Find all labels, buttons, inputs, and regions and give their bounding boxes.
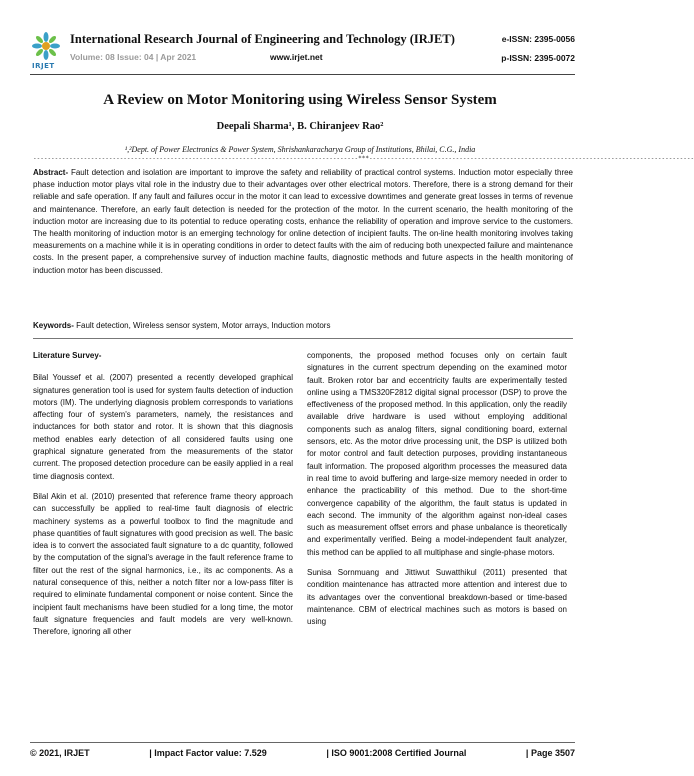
body-paragraph: components, the proposed method focuses only on certain fault signatures in the current spectrum depending on the examined motor fault. Broken rotor bar and eccentricity faults are experimentally tested online using a TMS320F2812 digital signal processor (DSP) to prove the effectiveness of the proposed method. In this application, only the readily available drive hardware is used without employing additional components such as analog filters, signal conditioning board, external sensors, etc. As the motor drive processing unit, the DSP is utilized both for motor control and fault detection purposes, providing instantaneous fault information. The proposed algorithm processes the measured data in real time to avoid buffering and large-size memory needed in order to enhance the practicability of this method. Due to the short-time convergence capability of the algorithm, the fault status is updated in each second. The immunity of the algorithm against non-ideal cases such as measurement offset errors and phase unbalance is theoretically and experimentally verified. Being a model-independent fault analyzer, this method can be applied to all multiphase and single-phase motors. [307,351,567,557]
volume-issue: Volume: 08 Issue: 04 | Apr 2021 [70,52,197,62]
keywords-text: Fault detection, Wireless sensor system, Motor arrays, Induction motors [73,321,331,330]
keywords-divider [33,338,573,339]
abstract-text: Fault detection and isolation are important to improve the safety and reliability of practical control systems. Induction motor especially three phase induction motor plays vital role in the industry due to their advantages over other electrical motors. Therefore, there is a strong demand for their reliable and safe operation. If any fault and failures occur in the motor it can lead to excessive downtimes and generate great losses in terms of revenue and maintenance. Therefore, an early fault detection is needed for the protection of the motor. In the current scenario, the health monitoring of the induction motor are increasing due to its potential to reduce operating costs, enhance the reliability of operation and improve service to the customers. The health monitoring of induction motor is an emerging technology for online detection of incipient faults. The on-line health monitoring involves taking measurements on a machine while it is in operating conditions in order to detect faults with the aim of reducing both unexpected failure and maintenance costs. In the present paper, a comprehensive survey of induction machine faults, diagnostic methods and future aspects in the health monitoring of induction motor has been discussed. [33,168,573,275]
footer-impact-factor: | Impact Factor value: 7.529 [149,748,267,758]
p-issn: p-ISSN: 2395-0072 [501,53,575,63]
footer-divider [30,742,575,743]
journal-name: International Research Journal of Engineering and Technology (IRJET) [70,32,455,46]
irjet-logo-icon [30,32,62,72]
journal-website-link[interactable]: www.irjet.net [270,52,323,62]
right-column [307,350,567,637]
section-separator: ------------------------------------------------------------------------------------------***------------------------------------------------------------------------------------------ [33,155,694,162]
body-paragraph: Bilal Akin et al. (2010) presented that reference frame theory approach can successfully be applied to real-time fault diagnosis of electric machinery systems as a powerful toolbox to find the magnitude and phase quantities of fault signatures with good precision as well. The basic idea is to convert the associated fault signature to a dc quantity, followed by the computation of the signal's average in the fault reference frame to filter out the rest of the signal harmonics, i.e., its ac components. As a natural consequence of this, neither a notch filter nor a low-pass filter is required to eliminate fundamental component or noise content. Since the incipient fault mechanisms have been studied for a long time, the motor fault signature frequencies and fault models are very well-known. Therefore, ignoring all other [33,491,294,637]
body-paragraph: Sunisa Sornmuang and Jittiwut Suwatthikul (2011) presented that condition maintenance has attracted more attention and interest due to its advantages over the conventional breakdown-based or time-based maintenance. CBM of electrical machines such as motors is based on using [307,568,567,627]
footer-page-number: | Page 3507 [525,748,575,758]
abstract-label: Abstract- [33,168,69,177]
author-affiliation: ¹,²Dept. of Power Electronics & Power System, Shrishankaracharya Group of Institutions, Bhilai, C.G., India [124,145,476,154]
paper-authors: Deepali Sharma¹, B. Chiranjeev Rao² [216,121,384,132]
footer-copyright: © 2021, IRJET [30,748,90,758]
footer-iso: | ISO 9001:2008 Certified Journal [326,748,467,758]
abstract [33,167,573,277]
logo-text: IRJET [32,62,55,70]
section-heading: Literature Survey- [33,351,102,360]
body-paragraph: Bilal Youssef et al. (2007) presented a recently developed graphical signatures generation tool is used for system faults detection of induction motors (IM). The underlying diagnosis problem corresponds to variations affecting four of system's parameters, namely, the resistances and inductances for both stator and rotor. It is shown that this diagnosis method enables early detection of all considered faults using one graphical signature generated from the measurements of the stator current. The proposed detection procedure can be easily applied in a real time diagnosis context. [33,373,293,481]
left-column [33,350,293,647]
e-issn: e-ISSN: 2395-0056 [501,34,575,44]
header-divider [30,74,575,75]
keywords [33,320,573,332]
page-footer [30,748,575,758]
keywords-label: Keywords- [33,321,74,330]
paper-title: A Review on Motor Monitoring using Wireless Sensor System [103,92,497,108]
journal-header [30,30,575,72]
